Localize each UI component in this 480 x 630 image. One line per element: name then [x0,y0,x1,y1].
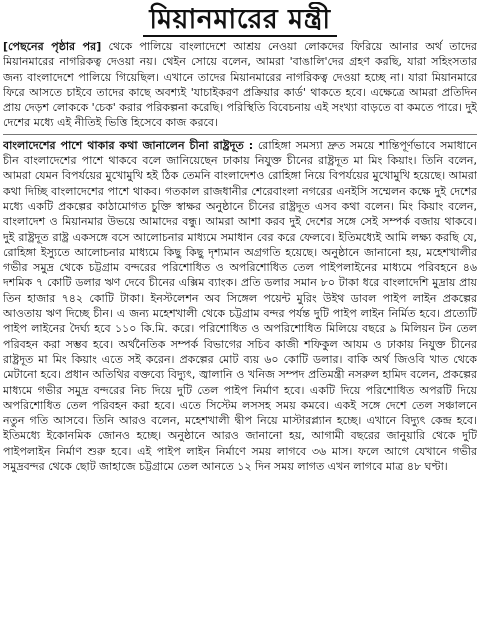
article-headline-box [3,2,477,38]
article [3,2,477,628]
paragraph-continued-text: থেকে পালিয়ে বাংলাদেশে আশ্রয় নেওয়া লোকদের ফিরিয়ে আনার অর্থ তাদের মিয়ানমারের নাগরিকত্ব দেওয়া নয়। থেইন সোয়ে বলেন, আমরা 'বাঙালি'দের গ্রহণ করছি, যারা সহিংসতার জন্য বাংলাদেশে পালিয়ে গিয়েছিল। এখানে তাদের মিয়ানমারের নাগরিকত্ব দেওয়া হচ্ছে না। যারা মিয়ানমারে ফিরে আসতে চাইবে তাদের কাছে অবশ্যই 'যাচাইকরণ প্রক্রিয়ার কার্ড' থাকতে হবে। এক্ষেত্রে আমরা প্রতিদিন প্রায় দেড়শ লোককে 'চেক' করার পরিকল্পনা করেছি। পরিস্থিতি বিবেচনায় এই সংখ্যা বাড়তে বা কমতে পারে। দুই দেশের মধ্যে এই নীতিই ভিত্তি হিসেবে কাজ করবে। [3,40,477,130]
subheading-china-ambassador: বাংলাদেশের পাশে থাকার কথা জানালেন চীনা রাষ্ট্রদূত : [3,138,254,152]
article-headline: মিয়ানমারের মন্ত্রী [143,4,336,37]
section-divider [3,134,477,135]
continued-from-marker: [পেছনের পৃষ্ঠার পর] [3,40,102,53]
paragraph-continued [3,39,477,131]
paragraph-china-ambassador-text: রোহিঙ্গা সমস্যা দ্রুত সময়ে শান্তিপূর্ণভাবে সমাধানে চীন বাংলাদেশের পাশে থাকবে বলে জানিয়েছেন ঢাকায় নিযুক্ত চীনের রাষ্ট্রদূত মা মিং কিয়াং। তিনি বলেন, আমরা যেমন বিপর্যয়ের মুখোমুখি হই ঠিক তেমনি বাংলাদেশও রোহিঙ্গা নিয়ে বিপর্যয়ের মুখোমুখি হয়েছে। আমরা কথা দিচ্ছি বাংলাদেশের পাশে থাকব। গতকাল রাজধানীর শেরেবাংলা নগরের এনইসি সম্মেলন কক্ষে দুই দেশের মধ্যে একটি প্রকল্পের কাঠামোগত চুক্তি স্বাক্ষর অনুষ্ঠানে চীনের রাষ্ট্রদূত এসব কথা বলেন। মিং কিয়াং বলেন, বাংলাদেশ ও মিয়ানমার উভয়ে আমাদের বন্ধু। আমরা আশা করব দুই দেশের সঙ্গে সেই সম্পর্ক বজায় থাকবে। দুই রাষ্ট্রদূত রাষ্ট্র একসঙ্গে বসে আলোচনার মাধ্যমে সমাধান বের করে ফেলবে। ইতিমধ্যেই আমি লক্ষ্য করছি যে, রোহিঙ্গা ইস্যুতে আলোচনার মাধ্যমে কিছু কিছু দৃশ্যমান অগ্রগতি হয়েছে। অনুষ্ঠানে জানানো হয়, মহেশখালীর গভীর সমুদ্র থেকে চট্টগ্রাম বন্দরের পরিশোধিত ও অপরিশোধিত তেল পাইপলাইনের মাধ্যমে পরিবহনে ৪৬ দশমিক ৭ কোটি ডলার ঋণ দেবে চীনের এক্সিম ব্যাংক। প্রতি ডলার সমান ৮০ টাকা ধরে বাংলাদেশি মুদ্রায় প্রায় তিন হাজার ৭৪২ কোটি টাকা। ইনস্টলেশন অব সিঙ্গেল পয়েন্ট মুরিং উইথ ডাবল পাইপ লাইন প্রকল্পের আওতায় ঋণ দিচ্ছে চীন। এ জন্য মহেশখালী থেকে চট্টগ্রাম বন্দর পর্যন্ত দুটি পাইপ লাইন নির্মিত হবে। প্রত্যেটি পাইপ লাইনের দৈর্ঘ্য হবে ১১০ কি.মি. করে। পরিশোধিত ও অপরিশোধিত মিলিয়ে বছরে ৯ মিলিয়ন টন তেল পরিবহন করা সম্ভব হবে। অর্থনৈতিক সম্পর্ক বিভাগের সচিব কাজী শফিকুল আযম ও ঢাকায় নিযুক্ত চীনের রাষ্ট্রদূত মা মিং কিয়াং এতে সই করেন। প্রকল্পের মোট ব্যয় ৬০ কোটি ডলার। বাকি অর্থ জিওবি খাত থেকে মেটানো হবে। প্রধান অতিথির বক্তব্যে বিদ্যুৎ, জ্বালানি ও খনিজ সম্পদ প্রতিমন্ত্রী নসরুল হামিদ বলেন, প্রকল্পের মাধ্যমে গভীর সমুদ্র বন্দরের নিচ দিয়ে দুটি তেল পাইপ নির্মাণ হবে। একটি দিয়ে পরিশোধিত অপরটি দিয়ে অপরিশোধিত তেল পরিবহন করা হবে। এতে সিস্টেম লসসহ সময় কমবে। একই সঙ্গে দেশে তেল সঞ্চালনে নতুন গতি আসবে। তিনি আরও বলেন, মহেশখালী দ্বীপ নিয়ে মাস্টারপ্ল্যান হচ্ছে। এখানে বিদ্যুৎ কেন্দ্র হবে। ইতিমধ্যে ইকোনমিক জোনও হচ্ছে। অনুষ্ঠানে আরও জানানো হয়, আগামী বছরের জানুয়ারি থেকে দুটি পাইপলাইন নির্মাণ শুরু হবে। এই পাইপ লাইন নির্মাণে সময় লাগবে ৩৬ মাস। ফলে আগে যেখানে গভীর সমুদ্রবন্দর থেকে ছোট জাহাজে চট্টগ্রামে তেল আনতে ১২ দিন সময় লাগত এখন লাগবে মাত্র ৪৮ ঘণ্টা। [3,138,477,474]
paragraph-china-ambassador [3,138,477,475]
